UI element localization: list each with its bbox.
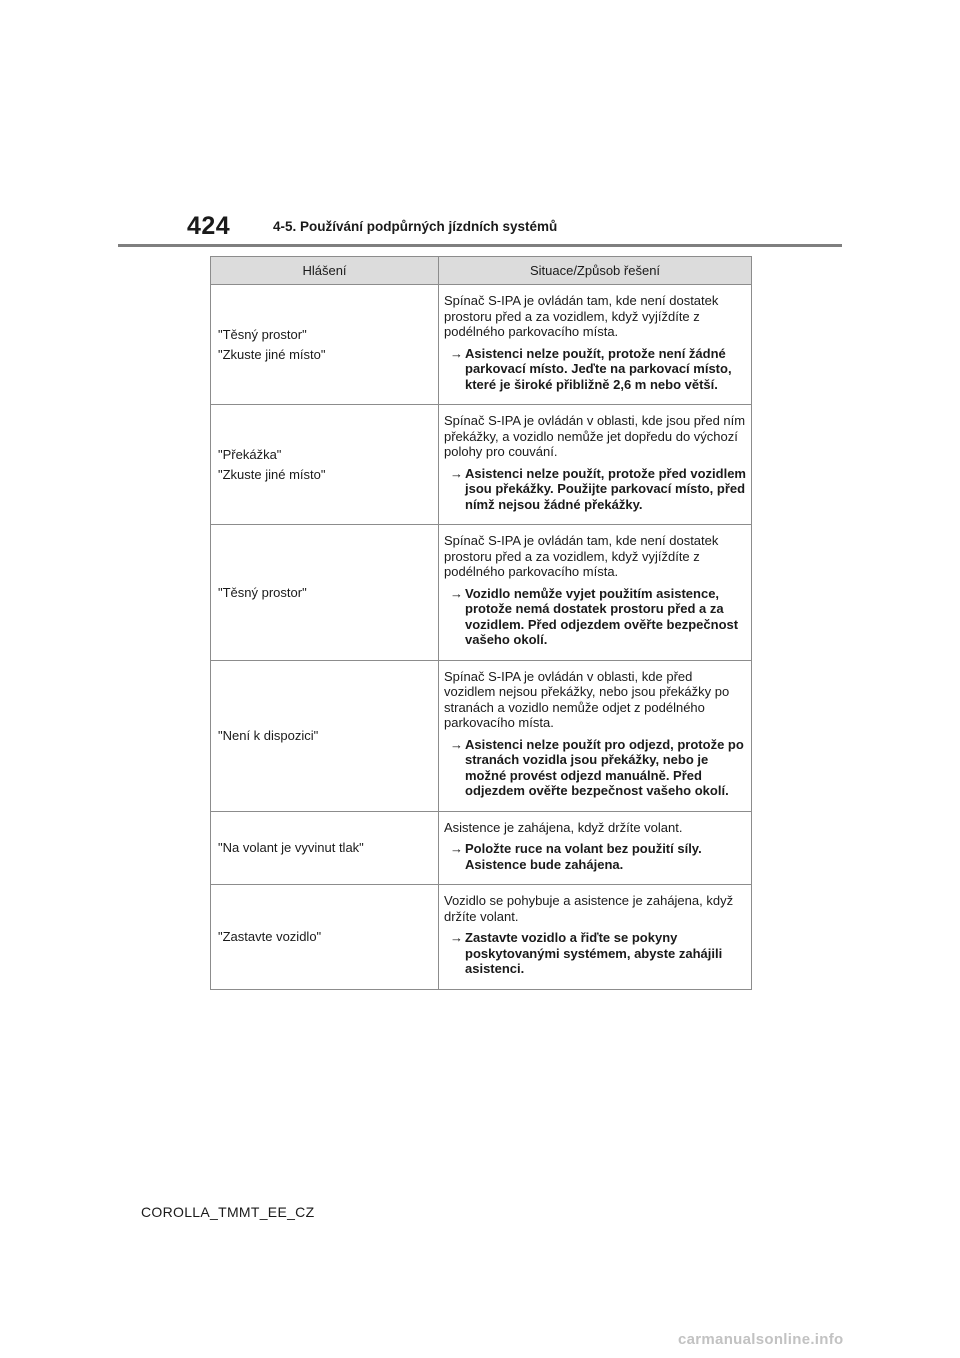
table-header-row	[211, 257, 752, 285]
message-text: "Zastavte vozidlo"	[218, 929, 322, 944]
message-text: "Těsný prostor"	[218, 326, 307, 342]
solution-cell	[439, 811, 752, 885]
table-row	[211, 525, 752, 661]
table-row	[211, 405, 752, 525]
message-cell	[211, 405, 439, 525]
remedy-text: Asistenci nelze použít pro odjezd, protože po stranách vozidla jsou překážky, nebo je možné provést odjezd manuálně. Před odjezdem ověřte bezpečnost vašeho okolí.	[465, 736, 744, 798]
arrow-right-icon: →	[450, 585, 463, 601]
section-title: 4-5. Používání podpůrných jízdních systémů	[273, 219, 558, 234]
situation-text: Spínač S-IPA je ovládán tam, kde není dostatek prostoru před a za vozidlem, když vyjíždíte z podélného parkovacího místa.	[444, 533, 719, 579]
message-text: "Není k dispozici"	[218, 727, 319, 743]
message-cell	[211, 525, 439, 661]
table-row	[211, 811, 752, 885]
document-code: COROLLA_TMMT_EE_CZ	[141, 1204, 315, 1220]
situation-text: Vozidlo se pohybuje a asistence je zahájena, když držíte volant.	[444, 893, 734, 924]
remedy-block	[444, 346, 747, 393]
remedy-block	[444, 737, 747, 799]
situation-text: Spínač S-IPA je ovládán v oblasti, kde jsou před ním překážky, a vozidlo nemůže jet dopředu do výchozí polohy pro couvání.	[444, 413, 746, 459]
message-text: "Zkuste jiné místo"	[218, 467, 326, 482]
message-cell	[211, 660, 439, 811]
watermark: carmanualsonline.info	[678, 1331, 844, 1348]
remedy-block	[444, 930, 747, 977]
table-row	[211, 660, 752, 811]
table-row	[211, 885, 752, 990]
arrow-right-icon: →	[450, 736, 463, 752]
solution-cell	[439, 285, 752, 405]
remedy-text: Asistenci nelze použít, protože není žádné parkovací místo. Jeďte na parkovací místo, které je široké přibližně 2,6 m nebo větší.	[465, 345, 732, 392]
situation-text: Spínač S-IPA je ovládán v oblasti, kde před vozidlem nejsou překážky, nebo jsou překážky po stranách a vozidlo nemůže odjet z podélného parkovacího místa.	[444, 668, 730, 730]
page-number: 424	[187, 212, 231, 240]
remedy-text: Zastavte vozidlo a řiďte se pokyny poskytovanými systémem, abyste zahájili asistenci.	[465, 930, 723, 976]
solution-cell	[439, 660, 752, 811]
solution-cell	[439, 885, 752, 990]
message-cell	[211, 885, 439, 990]
messages-table	[210, 256, 752, 990]
arrow-right-icon: →	[450, 345, 463, 361]
remedy-block	[444, 466, 747, 513]
solution-cell	[439, 525, 752, 661]
remedy-block	[444, 586, 747, 648]
message-text: "Těsný prostor"	[218, 584, 307, 600]
situation-text: Spínač S-IPA je ovládán tam, kde není dostatek prostoru před a za vozidlem, když vyjíždíte z podélného parkovacího místa.	[444, 293, 719, 339]
message-text: "Překážka"	[218, 446, 282, 462]
message-cell	[211, 285, 439, 405]
message-text: "Zkuste jiné místo"	[218, 347, 326, 362]
column-header-message: Hlášení	[211, 257, 439, 285]
message-text: "Na volant je vyvinut tlak"	[218, 840, 364, 855]
arrow-right-icon: →	[450, 930, 463, 945]
remedy-block	[444, 841, 747, 872]
column-header-solution: Situace/Způsob řešení	[439, 257, 752, 285]
remedy-text: Vozidlo nemůže vyjet použitím asistence, protože nemá dostatek prostoru před a za vozidlem. Před odjezdem ověřte bezpečnost vašeho okolí.	[465, 585, 739, 647]
situation-text: Asistence je zahájena, když držíte volant.	[444, 819, 683, 835]
arrow-right-icon: →	[450, 841, 463, 856]
remedy-text: Položte ruce na volant bez použití síly. Asistence bude zahájena.	[465, 841, 702, 872]
table-row	[211, 285, 752, 405]
remedy-text: Asistenci nelze použít, protože před vozidlem jsou překážky. Použijte parkovací místo, před nímž nejsou žádné překážky.	[465, 465, 746, 512]
solution-cell	[439, 405, 752, 525]
arrow-right-icon: →	[450, 465, 463, 481]
header-divider	[118, 244, 842, 247]
message-cell	[211, 811, 439, 885]
